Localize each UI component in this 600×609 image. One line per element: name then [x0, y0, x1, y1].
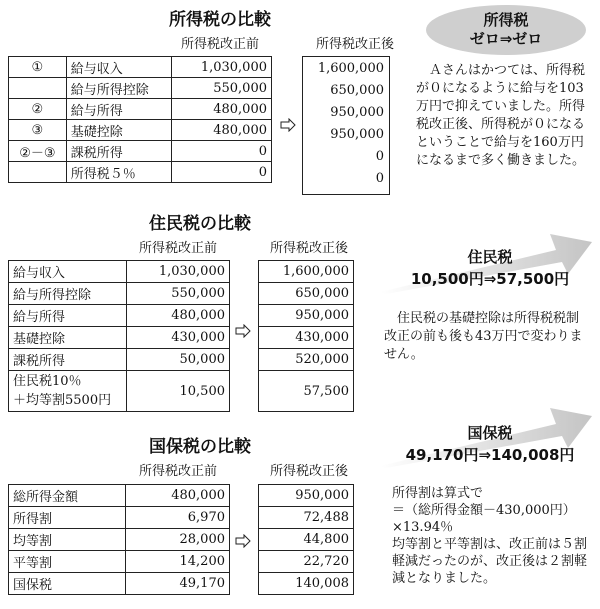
table-row	[9, 162, 272, 183]
resident-note: 住民税の基礎控除は所得税税制改正の前も後も43万円で変わりません。	[384, 311, 583, 362]
after-value: 0	[375, 170, 384, 186]
row-label-line2: ＋均等割5500円	[13, 393, 112, 408]
row-mark: ③	[9, 120, 67, 141]
table-row	[9, 349, 230, 371]
table-row	[302, 79, 388, 101]
row-label-multiline	[9, 371, 127, 412]
after-value: 950,000	[259, 305, 354, 327]
row-label: 給与所得控除	[66, 78, 172, 99]
table-row	[259, 507, 354, 529]
before-value: 430,000	[126, 327, 229, 349]
before-value: 550,000	[172, 78, 272, 99]
nhi-tax-title: 国保税の比較	[149, 437, 251, 457]
nhi-note	[392, 485, 592, 587]
before-value: 50,000	[126, 349, 229, 371]
table-row	[9, 507, 230, 529]
after-value: 72,488	[259, 507, 354, 529]
table-row	[9, 529, 230, 551]
before-value: 550,000	[126, 283, 229, 305]
after-value: 0	[375, 148, 384, 164]
table-row	[259, 551, 354, 573]
row-mark: ②	[9, 99, 67, 120]
after-value: 430,000	[259, 327, 354, 349]
after-value: 950,000	[330, 104, 384, 120]
table-row	[9, 141, 272, 162]
after-value: 650,000	[259, 283, 354, 305]
nhi-note-line: ×13.94％	[392, 520, 454, 535]
after-value: 1,600,000	[259, 261, 354, 283]
resident-after-header: 所得税改正後	[269, 241, 348, 256]
nhi-after-table	[258, 484, 354, 595]
before-value: 28,000	[126, 529, 230, 551]
resident-before-header: 所得税改正前	[138, 241, 217, 256]
table-row	[9, 57, 272, 78]
before-value: 6,970	[126, 507, 230, 529]
row-label: 給与所得控除	[9, 283, 127, 305]
row-label: 給与所得	[9, 305, 127, 327]
row-label: 総所得金額	[9, 485, 126, 507]
resident-after-table	[258, 260, 354, 412]
after-value: 22,720	[259, 551, 354, 573]
nhi-summary-line2: 49,170円⇒140,008円	[405, 446, 575, 464]
table-row	[302, 167, 388, 189]
before-value: 480,000	[126, 305, 229, 327]
after-value: 950,000	[259, 485, 354, 507]
income-after-header: 所得税改正後	[315, 37, 394, 52]
row-mark	[9, 78, 67, 99]
before-value: 1,030,000	[172, 57, 272, 78]
after-value: 57,500	[259, 371, 354, 412]
income-before-table	[8, 56, 272, 183]
row-mark: ②－③	[9, 141, 67, 162]
table-row	[259, 261, 354, 283]
table-row	[259, 305, 354, 327]
before-value: 480,000	[126, 485, 230, 507]
table-row	[302, 57, 388, 79]
resident-summary-line1: 住民税	[467, 248, 513, 266]
income-after-values	[302, 57, 388, 189]
table-row	[302, 101, 388, 123]
table-row	[259, 529, 354, 551]
row-mark: ①	[9, 57, 67, 78]
row-label: 給与所得	[66, 99, 172, 120]
right-arrow-icon	[235, 534, 251, 548]
before-value: 480,000	[172, 99, 272, 120]
row-label: 均等割	[9, 529, 126, 551]
resident-before-table	[8, 260, 230, 412]
row-label-line1: 住民税10％	[13, 374, 82, 389]
income-summary-line1: 所得税	[483, 11, 529, 29]
table-row	[9, 485, 230, 507]
row-label: 所得税５％	[66, 162, 172, 183]
nhi-note-line: ＝（総所得金額－430,000円）	[392, 503, 576, 518]
before-value: 0	[172, 162, 272, 183]
before-value: 14,200	[126, 551, 230, 573]
before-value: 1,030,000	[126, 261, 229, 283]
table-row	[259, 283, 354, 305]
table-row	[259, 371, 354, 412]
before-value: 10,500	[126, 371, 229, 412]
before-value: 480,000	[172, 120, 272, 141]
income-before-header: 所得税改正前	[180, 37, 259, 52]
right-arrow-icon	[280, 118, 296, 132]
table-row	[9, 305, 230, 327]
table-row	[302, 123, 388, 145]
table-row	[9, 573, 230, 595]
table-row	[9, 371, 230, 412]
row-label: 基礎控除	[66, 120, 172, 141]
after-value: 44,800	[259, 529, 354, 551]
table-row	[9, 120, 272, 141]
after-value: 140,008	[259, 573, 354, 595]
table-row	[259, 349, 354, 371]
nhi-summary-line1: 国保税	[467, 424, 513, 442]
nhi-note-line: 均等割と平等割は、改正前は５割軽減だったのが、改正後は２割軽減となりました。	[392, 537, 588, 586]
nhi-before-header: 所得税改正前	[138, 464, 217, 479]
after-value: 950,000	[330, 126, 384, 142]
after-value: 650,000	[330, 82, 384, 98]
row-label: 基礎控除	[9, 327, 127, 349]
income-summary-line2: ゼロ⇒ゼロ	[469, 30, 543, 48]
table-row	[9, 283, 230, 305]
resident-summary-line2: 10,500円⇒57,500円	[410, 270, 570, 288]
row-label: 平等割	[9, 551, 126, 573]
row-label: 課税所得	[66, 141, 172, 162]
nhi-after-header: 所得税改正後	[269, 464, 348, 479]
row-label: 課税所得	[9, 349, 127, 371]
after-value: 520,000	[259, 349, 354, 371]
row-label: 所得割	[9, 507, 126, 529]
nhi-before-table	[8, 484, 230, 595]
table-row	[9, 99, 272, 120]
row-label: 国保税	[9, 573, 126, 595]
income-note: Ａさんはかつては、所得税が０になるように給与を103万円で抑えていました。所得税改正後、所得税が０になるということで給与を160万円になるまで多く働きました。	[416, 63, 586, 168]
row-label: 給与収入	[9, 261, 127, 283]
table-row	[302, 145, 388, 167]
table-row	[259, 485, 354, 507]
table-row	[259, 327, 354, 349]
income-tax-title: 所得税の比較	[169, 10, 271, 30]
nhi-note-line: 所得割は算式で	[392, 486, 484, 501]
before-value: 0	[172, 141, 272, 162]
table-row	[9, 78, 272, 99]
row-mark	[9, 162, 67, 183]
table-row	[9, 551, 230, 573]
table-row	[9, 261, 230, 283]
table-row	[259, 573, 354, 595]
before-value: 49,170	[126, 573, 230, 595]
right-arrow-icon	[235, 324, 251, 338]
resident-tax-title: 住民税の比較	[149, 214, 251, 234]
row-label: 給与収入	[66, 57, 172, 78]
table-row	[9, 327, 230, 349]
after-value: 1,600,000	[317, 60, 384, 76]
